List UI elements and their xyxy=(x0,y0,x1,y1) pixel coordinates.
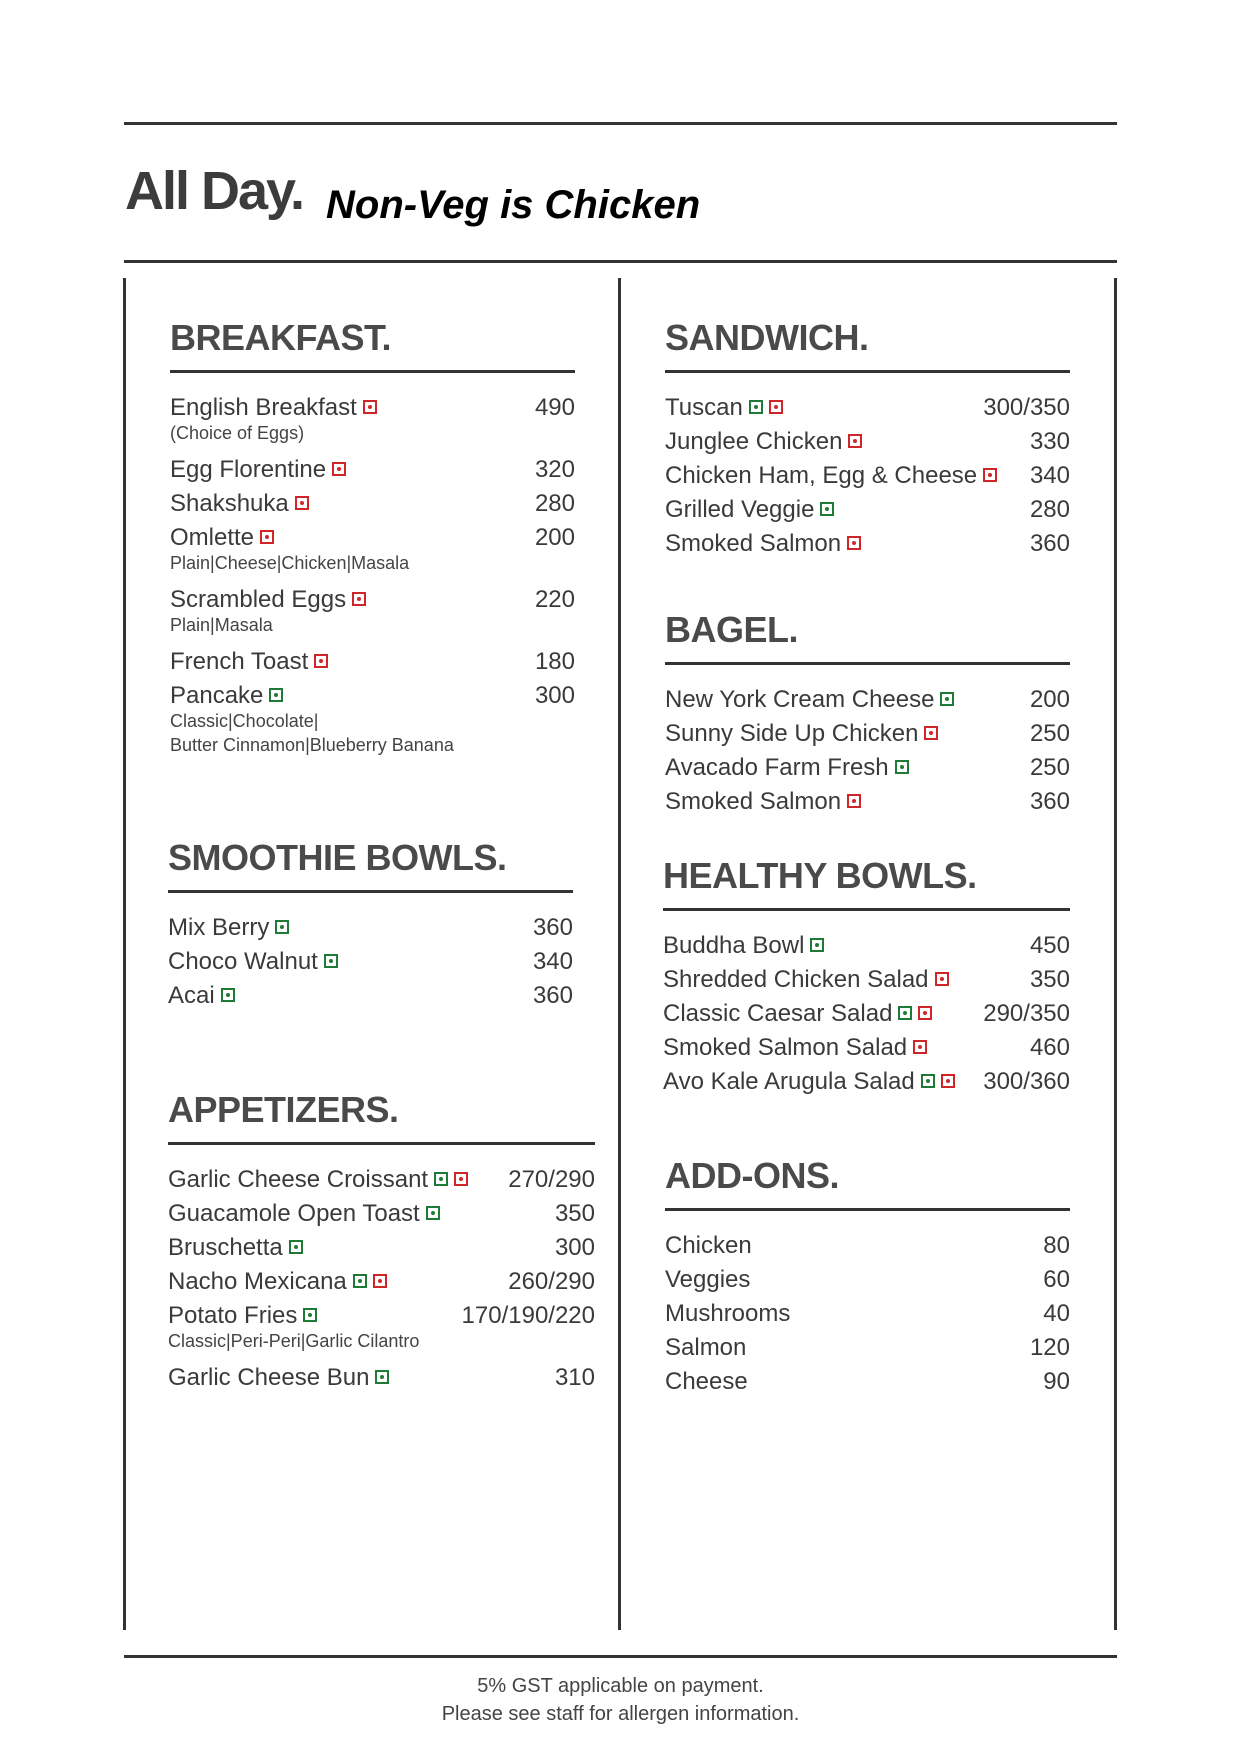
menu-item-list xyxy=(168,1163,595,1395)
menu-item-description: (Choice of Eggs) xyxy=(170,423,305,443)
section-rule xyxy=(665,662,1070,665)
non-veg-icon xyxy=(295,496,309,510)
menu-item xyxy=(168,1299,595,1353)
menu-item xyxy=(665,391,1070,425)
section-rule xyxy=(663,908,1070,911)
veg-icon xyxy=(324,954,338,968)
menu-item-name: Scrambled Eggs xyxy=(170,586,347,613)
menu-item xyxy=(170,521,575,575)
menu-item xyxy=(170,679,575,757)
section-title: SMOOTHIE BOWLS. xyxy=(168,837,507,878)
menu-item xyxy=(168,979,573,1013)
menu-item-price: 360 xyxy=(532,982,573,1009)
non-veg-icon xyxy=(352,592,366,606)
menu-item-price: 310 xyxy=(554,1364,595,1391)
menu-item xyxy=(168,911,573,945)
menu-item-price: 90 xyxy=(1043,1368,1070,1395)
menu-item-list xyxy=(665,391,1070,561)
menu-item-price: 360 xyxy=(532,914,573,941)
menu-item-name: Bruschetta xyxy=(168,1234,283,1261)
menu-item-list xyxy=(665,683,1070,819)
menu-item-price: 300 xyxy=(534,682,575,709)
menu-item-name: English Breakfast xyxy=(170,394,357,421)
section-appetizers xyxy=(168,1090,595,1395)
menu-item-description: Plain|Cheese|Chicken|Masala xyxy=(170,553,410,573)
veg-icon xyxy=(940,692,954,706)
veg-icon xyxy=(375,1370,389,1384)
menu-item xyxy=(665,683,1070,717)
menu-item xyxy=(168,1265,595,1299)
menu-item xyxy=(665,751,1070,785)
menu-item-price: 290/350 xyxy=(983,1000,1070,1027)
menu-item-name: Avo Kale Arugula Salad xyxy=(663,1068,915,1095)
menu-item-price: 40 xyxy=(1043,1300,1070,1327)
menu-item-name: Chicken Ham, Egg & Cheese xyxy=(665,462,978,489)
menu-item-name: Pancake xyxy=(170,682,264,709)
menu-item-name: Shredded Chicken Salad xyxy=(663,966,929,993)
menu-item xyxy=(665,459,1070,493)
menu-item-name: Garlic Cheese Croissant xyxy=(168,1166,429,1193)
menu-item-price: 280 xyxy=(534,490,575,517)
menu-item xyxy=(168,1361,595,1395)
menu-item xyxy=(168,1231,595,1265)
non-veg-icon xyxy=(935,972,949,986)
menu-item-name: Tuscan xyxy=(665,394,743,421)
menu-item-list xyxy=(663,929,1070,1099)
menu-item-description: Classic|Peri-Peri|Garlic Cilantro xyxy=(168,1331,420,1351)
veg-icon xyxy=(269,688,283,702)
menu-item xyxy=(663,997,1070,1031)
menu-item xyxy=(170,487,575,521)
non-veg-icon xyxy=(847,794,861,808)
menu-item xyxy=(665,1229,1070,1263)
section-title: ADD-ONS. xyxy=(665,1155,839,1196)
menu-item-price: 300 xyxy=(554,1234,595,1261)
menu-item-name: Sunny Side Up Chicken xyxy=(665,720,919,747)
menu-item-name: Smoked Salmon Salad xyxy=(663,1034,908,1061)
menu-item-price: 180 xyxy=(534,648,575,675)
section-breakfast xyxy=(170,318,575,765)
menu-item-price: 270/290 xyxy=(508,1166,595,1193)
menu-item-name: Shakshuka xyxy=(170,490,289,517)
menu-item xyxy=(665,493,1070,527)
right-border xyxy=(1114,278,1117,1630)
section-title: BREAKFAST. xyxy=(170,317,392,358)
veg-icon xyxy=(749,400,763,414)
menu-item xyxy=(168,1197,595,1231)
section-smoothie-bowls xyxy=(168,838,573,1013)
menu-item-price: 300/350 xyxy=(983,394,1070,421)
menu-item xyxy=(170,583,575,637)
menu-item-price: 340 xyxy=(1029,462,1070,489)
menu-item-name: Nacho Mexicana xyxy=(168,1268,347,1295)
non-veg-icon xyxy=(983,468,997,482)
footer-rule xyxy=(124,1655,1117,1658)
menu-item-name: Garlic Cheese Bun xyxy=(168,1364,370,1391)
menu-item-price: 280 xyxy=(1029,496,1070,523)
menu-item-price: 170/190/220 xyxy=(461,1302,595,1329)
menu-item xyxy=(663,929,1070,963)
section-sandwich xyxy=(665,318,1070,561)
menu-item xyxy=(665,1331,1070,1365)
menu-item-name: Classic Caesar Salad xyxy=(663,1000,893,1027)
menu-item-name: Veggies xyxy=(665,1266,751,1293)
non-veg-icon xyxy=(363,400,377,414)
menu-item-name: New York Cream Cheese xyxy=(665,686,935,713)
menu-item xyxy=(663,963,1070,997)
menu-item-name: Smoked Salmon xyxy=(665,530,842,557)
menu-item xyxy=(170,645,575,679)
menu-item-price: 60 xyxy=(1043,1266,1070,1293)
menu-item xyxy=(665,717,1070,751)
menu-item-name: Chicken xyxy=(665,1232,752,1259)
menu-item-price: 250 xyxy=(1029,754,1070,781)
menu-item-price: 200 xyxy=(534,524,575,551)
section-title: APPETIZERS. xyxy=(168,1089,399,1130)
menu-item-price: 260/290 xyxy=(508,1268,595,1295)
menu-item-name: Cheese xyxy=(665,1368,748,1395)
veg-icon xyxy=(810,938,824,952)
veg-icon xyxy=(303,1308,317,1322)
menu-item-price: 80 xyxy=(1043,1232,1070,1259)
non-veg-icon xyxy=(332,462,346,476)
menu-item-name: French Toast xyxy=(170,648,309,675)
menu-item-price: 330 xyxy=(1029,428,1070,455)
menu-item-price: 360 xyxy=(1029,788,1070,815)
veg-icon xyxy=(353,1274,367,1288)
section-title: HEALTHY BOWLS. xyxy=(663,855,977,896)
menu-item xyxy=(665,785,1070,819)
menu-item-price: 120 xyxy=(1029,1334,1070,1361)
menu-item-name: Buddha Bowl xyxy=(663,932,805,959)
menu-item-price: 450 xyxy=(1029,932,1070,959)
menu-item-list xyxy=(168,911,573,1013)
section-add-ons xyxy=(665,1156,1070,1399)
menu-item-price: 460 xyxy=(1029,1034,1070,1061)
section-rule xyxy=(168,1142,595,1145)
veg-icon xyxy=(289,1240,303,1254)
menu-item-list xyxy=(170,391,575,757)
section-rule xyxy=(170,370,575,373)
menu-item-price: 350 xyxy=(554,1200,595,1227)
menu-item-price: 220 xyxy=(534,586,575,613)
veg-icon xyxy=(221,988,235,1002)
menu-item-name: Mushrooms xyxy=(665,1300,791,1327)
menu-item-name: Choco Walnut xyxy=(168,948,318,975)
menu-item-list xyxy=(665,1229,1070,1399)
menu-item xyxy=(170,453,575,487)
menu-item xyxy=(170,391,575,445)
non-veg-icon xyxy=(924,726,938,740)
veg-icon xyxy=(275,920,289,934)
menu-item-price: 250 xyxy=(1029,720,1070,747)
menu-item-price: 490 xyxy=(534,394,575,421)
non-veg-icon xyxy=(941,1074,955,1088)
non-veg-icon xyxy=(847,536,861,550)
section-rule xyxy=(665,1208,1070,1211)
menu-item-name: Junglee Chicken xyxy=(665,428,843,455)
menu-item xyxy=(665,1365,1070,1399)
section-healthy-bowls xyxy=(663,856,1070,1099)
footer xyxy=(0,1672,1241,1728)
section-bagel xyxy=(665,610,1070,819)
page-title: All Day. xyxy=(125,161,304,221)
menu-item-name: Omlette xyxy=(170,524,255,551)
menu-item-name: Acai xyxy=(168,982,215,1009)
section-title: BAGEL. xyxy=(665,609,799,650)
menu-item-name: Potato Fries xyxy=(168,1302,298,1329)
top-rule xyxy=(124,122,1117,125)
non-veg-icon xyxy=(913,1040,927,1054)
menu-item-description: Classic|Chocolate| Butter Cinnamon|Blueberry Banana xyxy=(170,711,454,755)
non-veg-icon xyxy=(454,1172,468,1186)
non-veg-icon xyxy=(314,654,328,668)
menu-item-name: Avacado Farm Fresh xyxy=(665,754,889,781)
section-rule xyxy=(665,370,1070,373)
menu-item xyxy=(665,1297,1070,1331)
veg-icon xyxy=(426,1206,440,1220)
menu-item-price: 350 xyxy=(1029,966,1070,993)
section-title: SANDWICH. xyxy=(665,317,869,358)
menu-item-name: Salmon xyxy=(665,1334,747,1361)
menu-item-price: 360 xyxy=(1029,530,1070,557)
menu-item-name: Smoked Salmon xyxy=(665,788,842,815)
menu-item-name: Mix Berry xyxy=(168,914,270,941)
menu-item-price: 300/360 xyxy=(983,1068,1070,1095)
non-veg-icon xyxy=(373,1274,387,1288)
menu-item-price: 200 xyxy=(1029,686,1070,713)
veg-icon xyxy=(898,1006,912,1020)
veg-icon xyxy=(434,1172,448,1186)
menu-item-name: Grilled Veggie xyxy=(665,496,815,523)
section-rule xyxy=(168,890,573,893)
menu-item xyxy=(663,1031,1070,1065)
header-rule xyxy=(124,260,1117,263)
menu-item xyxy=(665,425,1070,459)
menu-item-price: 340 xyxy=(532,948,573,975)
menu-item-description: Plain|Masala xyxy=(170,615,273,635)
menu-item-price: 320 xyxy=(534,456,575,483)
non-veg-icon xyxy=(260,530,274,544)
menu-item xyxy=(168,945,573,979)
menu-item xyxy=(663,1065,1070,1099)
page-subtitle: Non-Veg is Chicken xyxy=(326,183,701,227)
menu-item xyxy=(168,1163,595,1197)
center-divider xyxy=(618,278,621,1630)
menu-item xyxy=(665,527,1070,561)
veg-icon xyxy=(921,1074,935,1088)
non-veg-icon xyxy=(848,434,862,448)
non-veg-icon xyxy=(918,1006,932,1020)
footer-gst-note: 5% GST applicable on payment. xyxy=(477,1675,764,1697)
left-border xyxy=(123,278,126,1630)
menu-item-name: Guacamole Open Toast xyxy=(168,1200,420,1227)
menu-item-name: Egg Florentine xyxy=(170,456,327,483)
veg-icon xyxy=(895,760,909,774)
footer-allergen-note: Please see staff for allergen information. xyxy=(441,1703,800,1725)
non-veg-icon xyxy=(769,400,783,414)
veg-icon xyxy=(820,502,834,516)
menu-item xyxy=(665,1263,1070,1297)
